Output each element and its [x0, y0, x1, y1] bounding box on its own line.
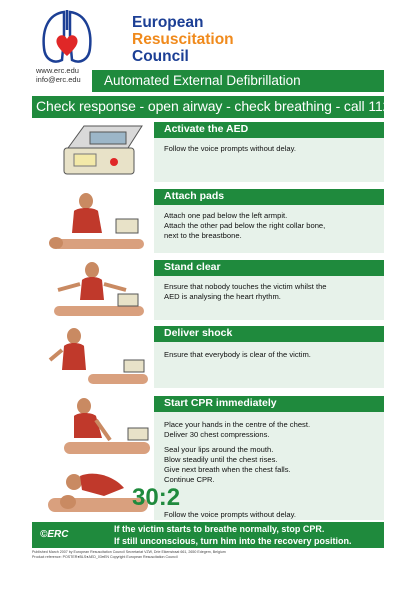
step-text: Continue CPR.: [164, 475, 215, 484]
footer-instruction-2: If still unconscious, turn him into the recovery position.: [114, 536, 352, 546]
step-text: Attach the other pad below the right collar bone,: [164, 221, 326, 230]
step-body: [154, 412, 384, 520]
footer-instruction-1: If the victim starts to breathe normally, stop CPR.: [114, 524, 325, 534]
step-text: Ensure that everybody is clear of the victim.: [164, 350, 311, 359]
step-text: Follow the voice prompts without delay.: [164, 144, 296, 153]
step-text: Give next breath when the chest falls.: [164, 465, 291, 474]
org-line-3: Council: [132, 48, 189, 65]
step-heading-bar: [154, 260, 384, 276]
step-heading-bar: [154, 326, 384, 342]
website-link[interactable]: www.erc.edu: [36, 66, 79, 75]
attach-pads-illustration: [44, 189, 154, 253]
cpr-ratio: 30:2: [132, 484, 181, 511]
step-attach-pads: [32, 189, 384, 253]
org-line-2: Resuscitation: [132, 31, 234, 48]
fine-print-line: Published March 2007 by European Resuscitation Council Secretariat VZW, Drie Eikenstraat 661, 2650 Edegem, Belgium: [32, 550, 226, 554]
step-heading: Attach pads: [164, 190, 225, 202]
step-text: Follow the voice prompts without delay.: [164, 510, 296, 519]
step-text: Blow steadily until the chest rises.: [164, 455, 278, 464]
step-heading-bar: [154, 189, 384, 205]
org-name: [132, 14, 234, 65]
step-body: [154, 276, 384, 320]
step-text: next to the breastbone.: [164, 231, 242, 240]
step-text: Place your hands in the centre of the chest.: [164, 420, 311, 429]
footer-bar: [32, 522, 384, 548]
step-text: Attach one pad below the left armpit.: [164, 211, 288, 220]
step-activate-aed: [32, 122, 384, 182]
step-text: AED is analysing the heart rhythm.: [164, 292, 281, 301]
aed-device-illustration: [44, 122, 154, 182]
email-link[interactable]: info@erc.edu: [36, 75, 81, 84]
step-heading: Start CPR immediately: [164, 397, 277, 409]
step-stand-clear: [32, 260, 384, 320]
step-heading-bar: [154, 122, 384, 138]
contact-info: [36, 66, 81, 84]
publication-info: [32, 550, 226, 560]
deliver-shock-illustration: [44, 326, 154, 388]
step-text: Seal your lips around the mouth.: [164, 445, 274, 454]
step-heading-bar: [154, 396, 384, 412]
title-bar: [32, 66, 384, 92]
org-line-1: European: [132, 14, 204, 31]
header: [32, 6, 384, 78]
erc-signature: ©ERC: [40, 529, 69, 540]
step-heading: Activate the AED: [164, 123, 249, 135]
step-text: Ensure that nobody touches the victim whilst the: [164, 282, 327, 291]
subtitle-bar: [32, 96, 391, 118]
step-deliver-shock: [32, 326, 384, 388]
page-subtitle: Check response - open airway - check breathing - call 112: [36, 98, 391, 114]
erc-lungs-heart-logo: [38, 8, 96, 68]
step-body: [154, 205, 384, 253]
step-heading: Deliver shock: [164, 327, 233, 339]
step-text: Deliver 30 chest compressions.: [164, 430, 270, 439]
stand-clear-illustration: [44, 260, 154, 320]
cpr-compressions-illustration: [44, 396, 154, 460]
step-body: [154, 342, 384, 388]
page-title: Automated External Defibrillation: [104, 73, 301, 88]
step-body: [154, 138, 384, 182]
step-heading: Stand clear: [164, 261, 221, 273]
fine-print-line: Product reference: POSTER●BLS●AED_03●EN Copyright European Resuscitation Council: [32, 555, 178, 559]
step-start-cpr: [32, 396, 384, 520]
